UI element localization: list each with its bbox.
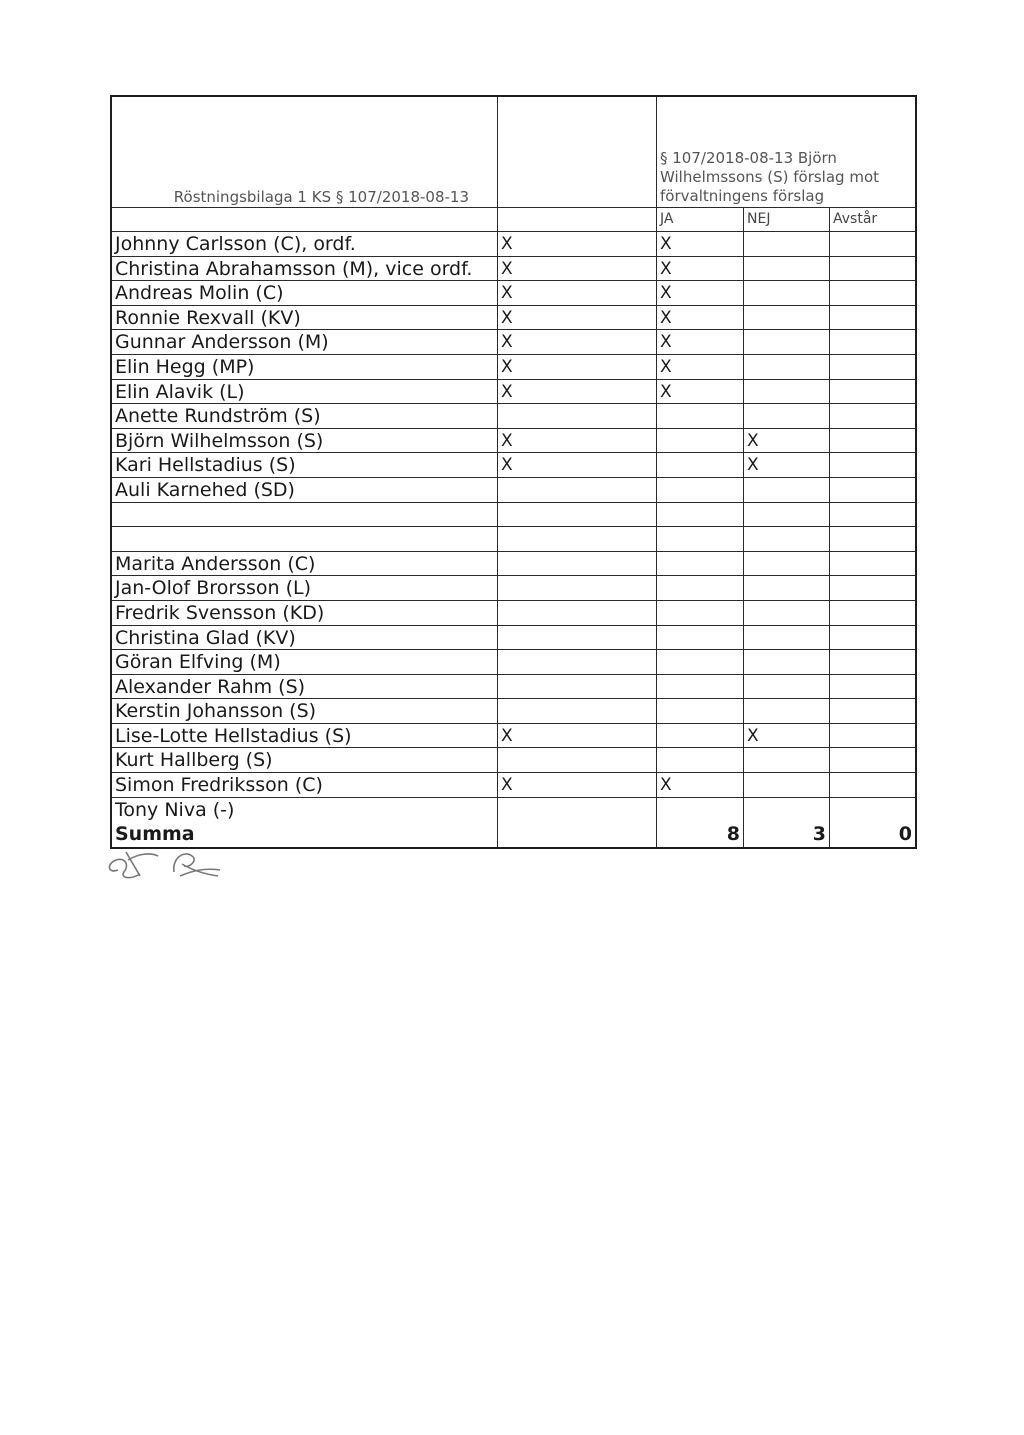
member-name: Kurt Hallberg (S) <box>112 748 498 772</box>
vote-avstar <box>830 503 915 527</box>
presence-mark: X <box>498 355 657 379</box>
table-row <box>112 429 915 454</box>
vote-heading-line: förvaltningens förslag <box>660 187 825 205</box>
vote-nej <box>744 699 830 723</box>
vote-columns-header <box>112 208 915 232</box>
vote-ja <box>657 404 744 428</box>
header-blank <box>112 208 498 231</box>
vote-ja <box>657 724 744 748</box>
vote-ja <box>657 601 744 625</box>
presence-column-header <box>498 97 657 207</box>
vote-avstar <box>830 675 915 699</box>
vote-nej <box>744 798 830 823</box>
presence-mark <box>498 576 657 600</box>
vote-ja: X <box>657 330 744 354</box>
presence-mark <box>498 748 657 772</box>
presence-mark: X <box>498 306 657 330</box>
member-rows <box>112 232 915 822</box>
vote-avstar <box>830 724 915 748</box>
vote-ja: X <box>657 380 744 404</box>
presence-mark <box>498 675 657 699</box>
vote-avstar <box>830 281 915 305</box>
vote-nej <box>744 527 830 551</box>
table-row <box>112 675 915 700</box>
table-row <box>112 330 915 355</box>
vote-nej: X <box>744 453 830 477</box>
handwritten-initials <box>100 830 240 890</box>
presence-mark: X <box>498 724 657 748</box>
vote-avstar <box>830 773 915 797</box>
member-name: Marita Andersson (C) <box>112 552 498 576</box>
vote-ja <box>657 527 744 551</box>
member-name: Simon Fredriksson (C) <box>112 773 498 797</box>
vote-avstar <box>830 257 915 281</box>
vote-ja: X <box>657 281 744 305</box>
presence-mark <box>498 503 657 527</box>
presence-mark: X <box>498 257 657 281</box>
summary-avstar: 0 <box>898 823 912 846</box>
vote-avstar <box>830 748 915 772</box>
vote-ja: X <box>657 232 744 256</box>
vote-avstar <box>830 798 915 823</box>
document-title-cell <box>112 97 498 207</box>
vote-avstar <box>830 650 915 674</box>
table-row <box>112 626 915 651</box>
vote-heading-line: § 107/2018-08-13 Björn <box>660 149 837 167</box>
member-name: Elin Hegg (MP) <box>112 355 498 379</box>
presence-mark: X <box>498 281 657 305</box>
vote-avstar <box>830 552 915 576</box>
table-row <box>112 527 915 552</box>
table-row <box>112 552 915 577</box>
vote-ja <box>657 650 744 674</box>
vote-nej <box>744 650 830 674</box>
vote-ja <box>657 748 744 772</box>
column-ja: JA <box>657 208 744 231</box>
table-row <box>112 601 915 626</box>
table-header <box>112 97 915 208</box>
vote-avstar <box>830 699 915 723</box>
vote-nej <box>744 380 830 404</box>
vote-nej <box>744 626 830 650</box>
table-row <box>112 404 915 429</box>
summary-label: Summa <box>112 822 498 847</box>
vote-avstar <box>830 330 915 354</box>
presence-mark <box>498 798 657 823</box>
presence-mark <box>498 552 657 576</box>
vote-nej <box>744 552 830 576</box>
member-name: Lise-Lotte Hellstadius (S) <box>112 724 498 748</box>
member-name <box>112 527 498 551</box>
table-row <box>112 773 915 798</box>
vote-ja <box>657 552 744 576</box>
vote-avstar <box>830 527 915 551</box>
presence-mark: X <box>498 429 657 453</box>
member-name: Auli Karnehed (SD) <box>112 478 498 502</box>
summary-ja: 8 <box>657 822 744 847</box>
vote-nej <box>744 355 830 379</box>
vote-nej <box>744 576 830 600</box>
presence-mark <box>498 650 657 674</box>
table-row <box>112 478 915 503</box>
member-name: Tony Niva (-) <box>112 798 498 823</box>
vote-nej <box>744 257 830 281</box>
vote-ja <box>657 429 744 453</box>
vote-nej: X <box>744 724 830 748</box>
vote-nej <box>744 601 830 625</box>
member-name: Göran Elfving (M) <box>112 650 498 674</box>
member-name: Kari Hellstadius (S) <box>112 453 498 477</box>
vote-nej <box>744 330 830 354</box>
vote-avstar <box>830 626 915 650</box>
vote-nej <box>744 281 830 305</box>
member-name: Ronnie Rexvall (KV) <box>112 306 498 330</box>
vote-nej <box>744 675 830 699</box>
table-row <box>112 453 915 478</box>
member-name: Johnny Carlsson (C), ordf. <box>112 232 498 256</box>
member-name: Andreas Molin (C) <box>112 281 498 305</box>
vote-avstar <box>830 601 915 625</box>
table-row <box>112 798 915 823</box>
vote-ja <box>657 503 744 527</box>
vote-ja <box>657 798 744 823</box>
table-row <box>112 232 915 257</box>
vote-ja <box>657 453 744 477</box>
vote-ja: X <box>657 257 744 281</box>
member-name: Björn Wilhelmsson (S) <box>112 429 498 453</box>
vote-nej <box>744 478 830 502</box>
table-row <box>112 699 915 724</box>
member-name: Fredrik Svensson (KD) <box>112 601 498 625</box>
vote-avstar <box>830 380 915 404</box>
table-row <box>112 380 915 405</box>
vote-avstar <box>830 576 915 600</box>
member-name: Christina Glad (KV) <box>112 626 498 650</box>
member-name: Christina Abrahamsson (M), vice ordf. <box>112 257 498 281</box>
vote-ja <box>657 626 744 650</box>
presence-mark <box>498 699 657 723</box>
table-row <box>112 576 915 601</box>
vote-ja: X <box>657 355 744 379</box>
member-name: Anette Rundström (S) <box>112 404 498 428</box>
header-blank <box>498 208 657 231</box>
table-row <box>112 724 915 749</box>
vote-avstar <box>830 453 915 477</box>
vote-nej <box>744 306 830 330</box>
presence-mark: X <box>498 773 657 797</box>
vote-ja <box>657 576 744 600</box>
member-name: Kerstin Johansson (S) <box>112 699 498 723</box>
vote-nej <box>744 503 830 527</box>
presence-mark: X <box>498 453 657 477</box>
vote-nej <box>744 232 830 256</box>
voting-table <box>110 95 917 849</box>
presence-mark <box>498 527 657 551</box>
vote-avstar <box>830 478 915 502</box>
column-nej: NEJ <box>744 208 830 231</box>
vote-avstar <box>830 306 915 330</box>
vote-ja <box>657 478 744 502</box>
presence-mark: X <box>498 330 657 354</box>
table-row <box>112 257 915 282</box>
member-name: Elin Alavik (L) <box>112 380 498 404</box>
table-row <box>112 650 915 675</box>
vote-avstar <box>830 429 915 453</box>
vote-avstar <box>830 232 915 256</box>
table-row <box>112 306 915 331</box>
vote-heading <box>657 97 915 207</box>
vote-nej: X <box>744 429 830 453</box>
vote-nej <box>744 404 830 428</box>
vote-ja: X <box>657 773 744 797</box>
table-row <box>112 748 915 773</box>
vote-nej <box>744 748 830 772</box>
vote-ja <box>657 699 744 723</box>
vote-avstar <box>830 355 915 379</box>
presence-mark <box>498 478 657 502</box>
vote-avstar <box>830 404 915 428</box>
presence-mark: X <box>498 380 657 404</box>
member-name: Gunnar Andersson (M) <box>112 330 498 354</box>
table-row <box>112 503 915 528</box>
summary-blank <box>498 822 657 847</box>
vote-ja <box>657 675 744 699</box>
table-row <box>112 281 915 306</box>
table-row <box>112 355 915 380</box>
presence-mark <box>498 626 657 650</box>
vote-ja: X <box>657 306 744 330</box>
presence-mark <box>498 404 657 428</box>
summary-nej: 3 <box>744 822 830 847</box>
member-name: Jan-Olof Brorsson (L) <box>112 576 498 600</box>
vote-nej <box>744 773 830 797</box>
column-avstar: Avstår <box>833 211 878 227</box>
member-name: Alexander Rahm (S) <box>112 675 498 699</box>
member-name <box>112 503 498 527</box>
document-title: Röstningsbilaga 1 KS § 107/2018-08-13 <box>173 188 469 206</box>
presence-mark: X <box>498 232 657 256</box>
vote-heading-line: Wilhelmssons (S) förslag mot <box>660 168 880 186</box>
presence-mark <box>498 601 657 625</box>
